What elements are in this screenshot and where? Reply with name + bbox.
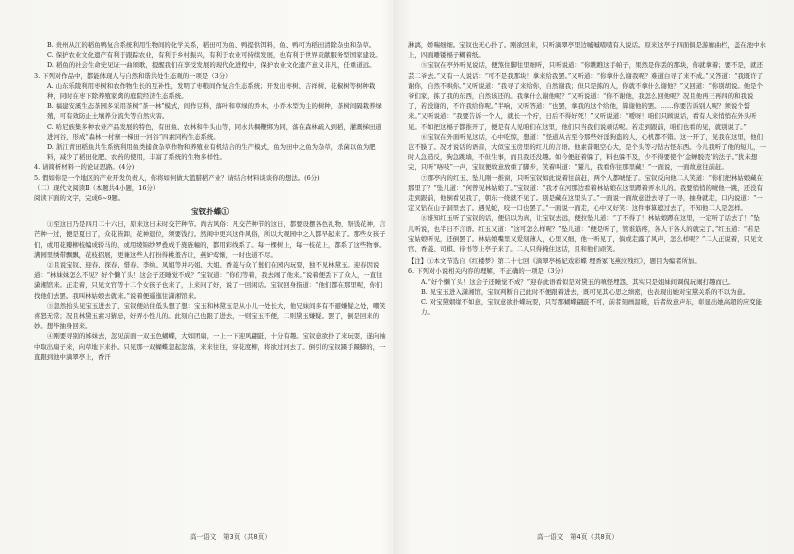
left-paragraph: ①至这日乃是四月二十六日，原来这日未时交芒种节。尚古风俗：凡交芒种节的这日，都要设摆各色礼物，祭饯花神，言芒种一过，便是夏日了，众花皆卸，花神退位，须要饯行。然闺中更兴这件风俗，所以大观园中之人都早起来了。那些女孩子们，或用花瓣柳枝编成轿马的，或用绫锦纱罗叠成千旄旌幢的，都用彩线系了。每一棵树上，每一枝花上，都系了这些物事。满园里绣带飘飘，花枝招展，更兼这些人打扮得桃羞杏让，燕妒莺惭，一时也道不尽。 [34,220,386,259]
left-paragraph: （二）现代文阅读Ⅱ（本题共4小题，16分） [34,183,160,192]
right-page-footer: 高一语文 第4页（共8页） [537,533,618,541]
left-page-footer: 高一语文 第3页（共8页） [190,533,271,541]
left-paragraph: ③忽然抬头见宝玉进去了，宝钗便站住低头想了想：宝玉和林黛玉是从小儿一处长大，他兄妹间多有不避嫌疑之处，嘲笑喜怒无常；况且林黛玉素习猜忌，好弄小性儿的。此刻自己也跟了进去，一则宝玉不便，二则黛玉嫌疑。罢了，倒是回来的妙。想毕抽身回来。 [34,301,386,331]
left-paragraph: 4. 请简析材料一的论证思路。(4分) [34,163,135,172]
left-paragraph: B. 福建安溪生态茶园多采用茶树“茶一林”模式，间作豆科，落叶和草绿的乔木，小乔木型为主的树种，茶树间隔栽养绿殖，可有效防止土壤养分流失等自然灾害。 [47,102,382,121]
right-paragraph: A.“好个懒丫头！这会子还睡觉不成？”迎春此语看似是对黛玉的嗔怪埋怨，其实只是姐妹间调侃玩闹打趣而已。 [421,277,735,286]
right-paragraph: ⑦那亭内的红玉、坠儿刚一推窗，只听宝钗如此说着往前赶，两个人都唬怔了。宝钗反向他二人笑道：“你们把林姑娘藏在那里了？”坠儿道：“何曾见林姑娘了。”宝钗道：“我才在河那边看着林姑娘在这里蹲着弄水儿的。我要悄悄的唬他一跳，还没有走到跟前，他倒看见我了，朝东一绕就不见了。别是藏在这里头了。”一面说一面故意进去寻了一寻，抽身就走，口内说道：“一定又钻在山子洞里去了。遇见蛇，咬一口也罢了。”一面说一面走，心中又好笑：这件事算遮过去了，不知他二人是怎样。 [408,173,763,213]
page-gutter [394,0,396,554]
right-paragraph: 6. 下列对小说相关内容的理解，不正确的一项是（3分） [408,267,568,276]
left-paragraph: 5. 假如你是一个地区的产业开发负责人，你将如何做大篮腊稻产业？请结合材料谈谈你的想法。(6分) [34,173,320,182]
right-page-column [408,40,766,530]
left-page-column [34,40,386,530]
left-paragraph: C. 保护农业文化遗产有利于跟踪农业，有利于乡村振兴，有利于农业可持续发展，也有利于世界贡献服务型国家建设。 [47,51,382,60]
left-paragraph: D. 稻鱼的社会生命史见证一曲颂歌，提醒我们在享受发展的现代化进程中，保护农业文化遗产意义非凡，任重道远。 [47,61,376,70]
right-paragraph: 淋漓，娇喘细细。宝钗也无心扑了。刚欲回来，只听滴翠亭里边嘁嘁喳喳有人说话。原来这亭子四面俱是游廊曲栏，盖在池中水上，四面雕镂槅子糊着纸。 [408,41,766,60]
right-paragraph: 【注】①本文节选自《红楼梦》第二十七回《滴翠亭杨妃戏彩蝶 埋香冢飞燕泣残红》，题目为编者所加。 [408,257,701,266]
left-paragraph: 3. 下列对作品中，都能体现人与自然和谐共处生态观的一项是（3分） [34,71,232,80]
left-paragraph: A. 山东乐陵利用枣树和农作物生长的互补性，发明了枣粮间作复合生态系统；开发出枣树、吉祥树、花椒树等树种栽种，同时在枣下除养殖家禽的庭院经济生态系统。 [47,81,376,101]
right-paragraph: ⑤宝钗在亭外听见说话，便煞住脚往里细听，只听说道：“你瞧瞧这手帕子，果然是你丢的那块，你就拿着；要不是，就还芸二爷去。”又有一人说话：“可不是我那块！拿来给我罢。”又听道：“你拿什么谢我呢？难道白寻了来不成。”又答道：“我既许了谢你，自然不哄你。”又听说道：“我寻了来给你，自然谢我；但只是拣的人，你就不拿什么谢他？”又回道：“你别胡说。他是个爷们家，拣了我的东西，自然该还的。我拿什么谢他呢？”又听说道：“你不谢他，我怎么回他呢？况且他再三再四的和我说了，若没谢的，不许我给你呢。”半响，又听答道：“也罢，拿我的这个给他，算谢他的罢。……你要告诉别人呢？须说个誓来。”又听说道：“我要告诉一个人，就长一个疔，日后不得好死！”又听说道：“嗳呀！咱们只顾说话，看有人来悄悄在外头听见。不如把这槅子都推开了，便是有人见咱们在这里，他们只当我们说顽话呢。若走到跟前，咱们也看的见，就别说了。” [408,61,764,131]
right-paragraph: B. 见宝玉进入潇湘馆，宝钗判断自己此时不便跟着进去，既可见其心思之缜密，也表现出她对宝黛关系的不以为意。 [421,287,750,296]
left-paragraph: B. 贵州从江的稻鱼鸭复合系统利用生物间的化学关系，稻田可为鱼、鸭提供饵料，鱼、鸭可为稻田清除杂虫和杂草。 [47,41,376,49]
left-paragraph: D. 浙江青田稻鱼共生系统利用鱼类捕食杂草作物和养殖业有机结合的生产模式，鱼为田中之鱼为杂草，杀菌以鱼为肥料，减少了稻田化肥、农药的使用，丰富了系统的生物多样性。 [47,143,376,162]
left-paragraph: C. 哈尼族集多种农业产品发展的特色，有田鱼、农林和牛头山等，同水共稠鞭绑为同，落在森林疏入到稻，灌溉梯田道进河谷，形成“森林一村寨一梯田一河谷”四素同构生态系统。 [47,122,382,141]
left-paragraph: 宝钗扑蝶① [191,207,229,217]
left-paragraph: ④刚要寻别的姊妹去，忽见前面一双玉色蝴蝶，大如团扇，一上一下迎风翩跹，十分有趣。宝钗意欲扑了来玩耍，遂向袖中取出扇子来，向草地下来扑。只见那一双蝴蝶忽起忽落，来来往往，穿花度柳，将欲过河去了。倒引的宝钗蹑手蹑脚的，一直跟到池中滴翠亭上，香汗 [34,332,386,361]
right-paragraph: ⑥宝钗在外面听见这话，心中吃惊，想道：“怪道从古至今那些奸淫狗盗的人，心机都不错。这一开了，见我在这里，他们岂不臊了。况才说话的语音，大似宝玉房里的红儿的言语。他素昔眼空心大，是个头等刁钻古怪东西。今儿我听了他的短儿，一时人急造反，狗急跳墙，不但生事，而且我还没趣。如今便赶着躲了，料也躲不及，少不得要使个‘金蝉脱壳’的法子。”犹未想完，只听“咯吱”一声，宝钗便故意放重了脚步，笑着叫道：“颦儿，我看你往那里藏！”一面说，一面故意往前赶。 [408,132,766,172]
right-paragraph: ⑧谁知红玉听了宝钗的话，便信以为真，让宝钗去远，便拉坠儿道：“了不得了！林姑娘蹲在这里，一定听了话去了！”坠儿听说，也半日不言语。红玉又道：“这可怎么样呢？”坠儿道：“便是听了，管谁筋疼，各人干各人的就完了。”红玉道：“若是宝姑娘听见，还倒罢了。林姑娘嘴里又爱刻薄人，心里又细，他一听见了，倘或走露了风声，怎么样呢？”二人正说着，只见文官、香菱、司棋、待书等上亭子来了。二人只得掩住这话，且和他们顽笑。 [408,214,763,254]
left-paragraph: 阅读下面的文字，完成6~9题。 [34,194,125,203]
right-paragraph: C. 对宝黛姻缘不如意，宝钗意欲扑蝶玩耍，只写那蝴蝶翩跹不可，前者刻画温暖，后者故意声东，彰显出她高超的应变能力。 [421,298,763,317]
left-paragraph: ②且说宝钗、迎春、探春、惜春、李纨、凤姐等并巧姐、大姐、香菱与众丫鬟们在园内玩耍，独不见林黛玉。迎春因说道：“林妹妹怎么不见？好个懒丫头！这会子还睡觉不成？”宝钗道：“你们等着，我去闹了他来。”说着便丢下了众人，一直往潇湘馆来。正走着，只见文官等十二个女孩子也来了，上来问了好，说了一回闲话。宝钗回身指道：“他们都在那里呢，你们找他们去罢。我叫林姑娘去就来。”说着便遥迤往潇湘馆来。 [34,261,383,300]
